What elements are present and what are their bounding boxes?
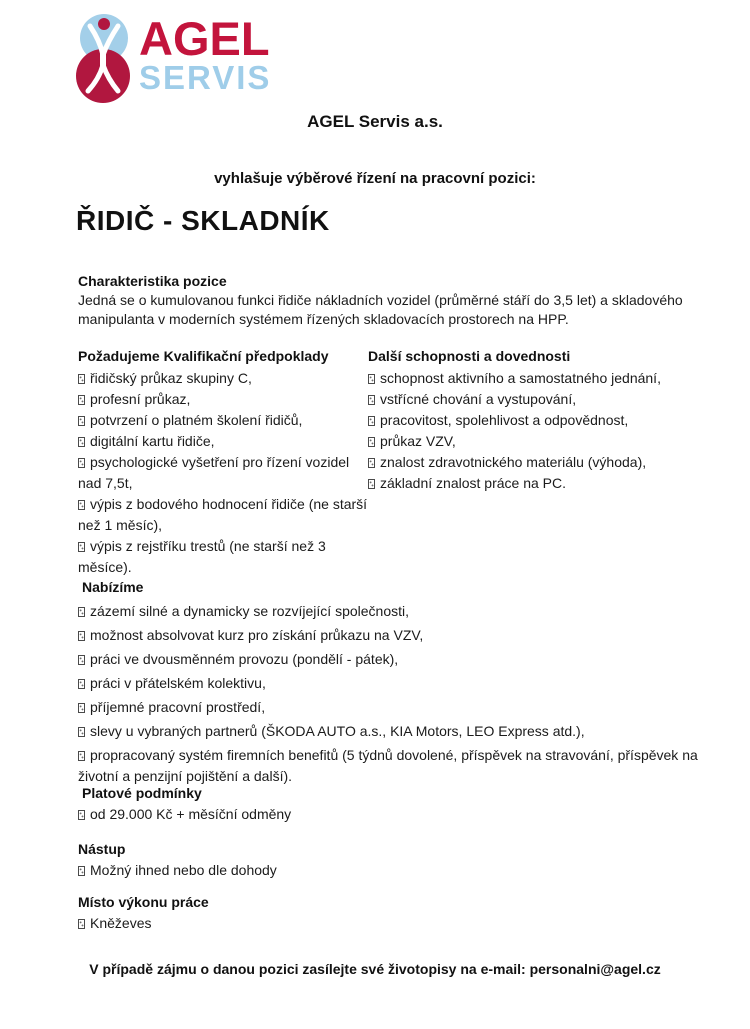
missing-glyph-bullet-icon [78,607,85,617]
location-heading: Místo výkonu práce [78,894,209,910]
list-item [368,389,710,410]
list-item-text: zázemí silné a dynamicky se rozvíjející společnosti, [90,603,410,619]
section-skills [368,347,710,578]
list-item-text: slevy u vybraných partnerů (ŠKODA AUTO a.s., KIA Motors, LEO Express atd.), [90,723,585,739]
section-offer [78,578,706,790]
logo-text-agel: AGEL [139,12,270,65]
missing-glyph-bullet-icon [78,866,85,876]
list-item [78,601,706,622]
list-item [368,473,710,494]
missing-glyph-bullet-icon [78,437,85,447]
list-item-text: digitální kartu řidiče, [90,433,215,449]
list-item [368,431,710,452]
list-item [78,861,277,880]
missing-glyph-bullet-icon [78,458,85,468]
list-item [78,697,706,718]
list-item-text: potvrzení o platném školení řidičů, [90,412,303,428]
list-item [78,625,706,646]
list-item-text: příjemné pracovní prostředí, [90,699,266,715]
missing-glyph-bullet-icon [78,374,85,384]
requirements-list [78,368,368,578]
start-list [78,861,277,880]
list-item-text: výpis z rejstříku trestů (ne starší než 3 měsíce). [78,538,326,575]
missing-glyph-bullet-icon [78,395,85,405]
section-start-date [78,840,277,880]
start-heading: Nástup [78,841,126,857]
list-item-text: profesní průkaz, [90,391,191,407]
list-item [78,410,368,431]
list-item [78,914,209,933]
list-item-text: znalost zdravotnického materiálu (výhoda), [380,454,647,470]
list-item [368,452,710,473]
list-item [78,431,368,452]
list-item [78,452,368,494]
list-item [78,368,368,389]
list-item-text: práci v přátelském kolektivu, [90,675,266,691]
missing-glyph-bullet-icon [78,703,85,713]
missing-glyph-bullet-icon [78,655,85,665]
section-salary [78,784,291,824]
list-item-text: práci ve dvousměnném provozu (pondělí - pátek), [90,651,399,667]
offer-list [78,601,706,787]
position-title: ŘIDIČ - SKLADNÍK [76,205,330,236]
list-item [368,410,710,431]
logo-text-servis: SERVIS [139,59,272,96]
list-item [78,649,706,670]
offer-heading: Nabízíme [82,579,144,595]
section-characteristics [78,272,703,329]
missing-glyph-bullet-icon [78,416,85,426]
list-item-text: psychologické vyšetření pro řízení vozidel nad 7,5t, [78,454,350,491]
missing-glyph-bullet-icon [78,542,85,552]
salary-heading: Platové podmínky [82,785,202,801]
characteristics-heading: Charakteristika pozice [78,273,227,289]
list-item [78,494,368,536]
requirements-heading: Požadujeme Kvalifikační předpoklady [78,348,329,364]
company-name: AGEL Servis a.s. [307,112,443,131]
list-item [78,389,368,410]
list-item-text: řidičský průkaz skupiny C, [90,370,252,386]
list-item [368,368,710,389]
characteristics-body: Jedná se o kumulovanou funkci řidiče nákladních vozidel (průměrné stáří do 3,5 let) a skladového manipulanta v moderních systémem řízených skladovacích prostorech na HPP. [78,292,683,327]
requirements-skills-columns [78,347,710,578]
section-requirements [78,347,368,578]
list-item [78,805,291,824]
skills-list [368,368,710,494]
location-list [78,914,209,933]
logo-wordmark [139,13,271,95]
missing-glyph-bullet-icon [368,458,375,468]
missing-glyph-bullet-icon [368,479,375,489]
list-item-text: vstřícné chování a vystupování, [380,391,577,407]
list-item-text: od 29.000 Kč + měsíční odměny [90,806,292,822]
list-item-text: Možný ihned nebo dle dohody [90,862,277,878]
list-item [78,721,706,742]
missing-glyph-bullet-icon [78,810,85,820]
missing-glyph-bullet-icon [78,500,85,510]
missing-glyph-bullet-icon [78,631,85,641]
list-item-text: pracovitost, spolehlivost a odpovědnost, [380,412,629,428]
list-item-text: základní znalost práce na PC. [380,475,566,491]
agel-servis-logo [75,13,271,105]
missing-glyph-bullet-icon [368,374,375,384]
contact-footer: V případě zájmu o danou pozici zasílejte své životopisy na e-mail: personalni@agel.cz [89,961,661,977]
missing-glyph-bullet-icon [78,919,85,929]
skills-heading: Další schopnosti a dovednosti [368,348,571,364]
missing-glyph-bullet-icon [368,416,375,426]
list-item-text: možnost absolvovat kurz pro získání průkazu na VZV, [90,627,424,643]
announcement-line: vyhlašuje výběrové řízení na pracovní pozici: [214,170,536,187]
list-item-text: průkaz VZV, [380,433,456,449]
list-item-text: propracovaný systém firemních benefitů (5 týdnů dovolené, příspěvek na stravování, příspěvek na životní a penzijní pojištění a další). [78,747,698,784]
missing-glyph-bullet-icon [78,727,85,737]
missing-glyph-bullet-icon [78,751,85,761]
list-item [78,536,368,578]
agel-person-icon [75,13,133,105]
list-item [78,673,706,694]
list-item-text: schopnost aktivního a samostatného jednání, [380,370,661,386]
list-item-text: Kněževes [90,915,152,931]
missing-glyph-bullet-icon [78,679,85,689]
salary-list [78,805,291,824]
section-location [78,893,209,933]
list-item [78,745,706,787]
missing-glyph-bullet-icon [368,437,375,447]
list-item-text: výpis z bodového hodnocení řidiče (ne starší než 1 měsíc), [78,496,368,533]
missing-glyph-bullet-icon [368,395,375,405]
